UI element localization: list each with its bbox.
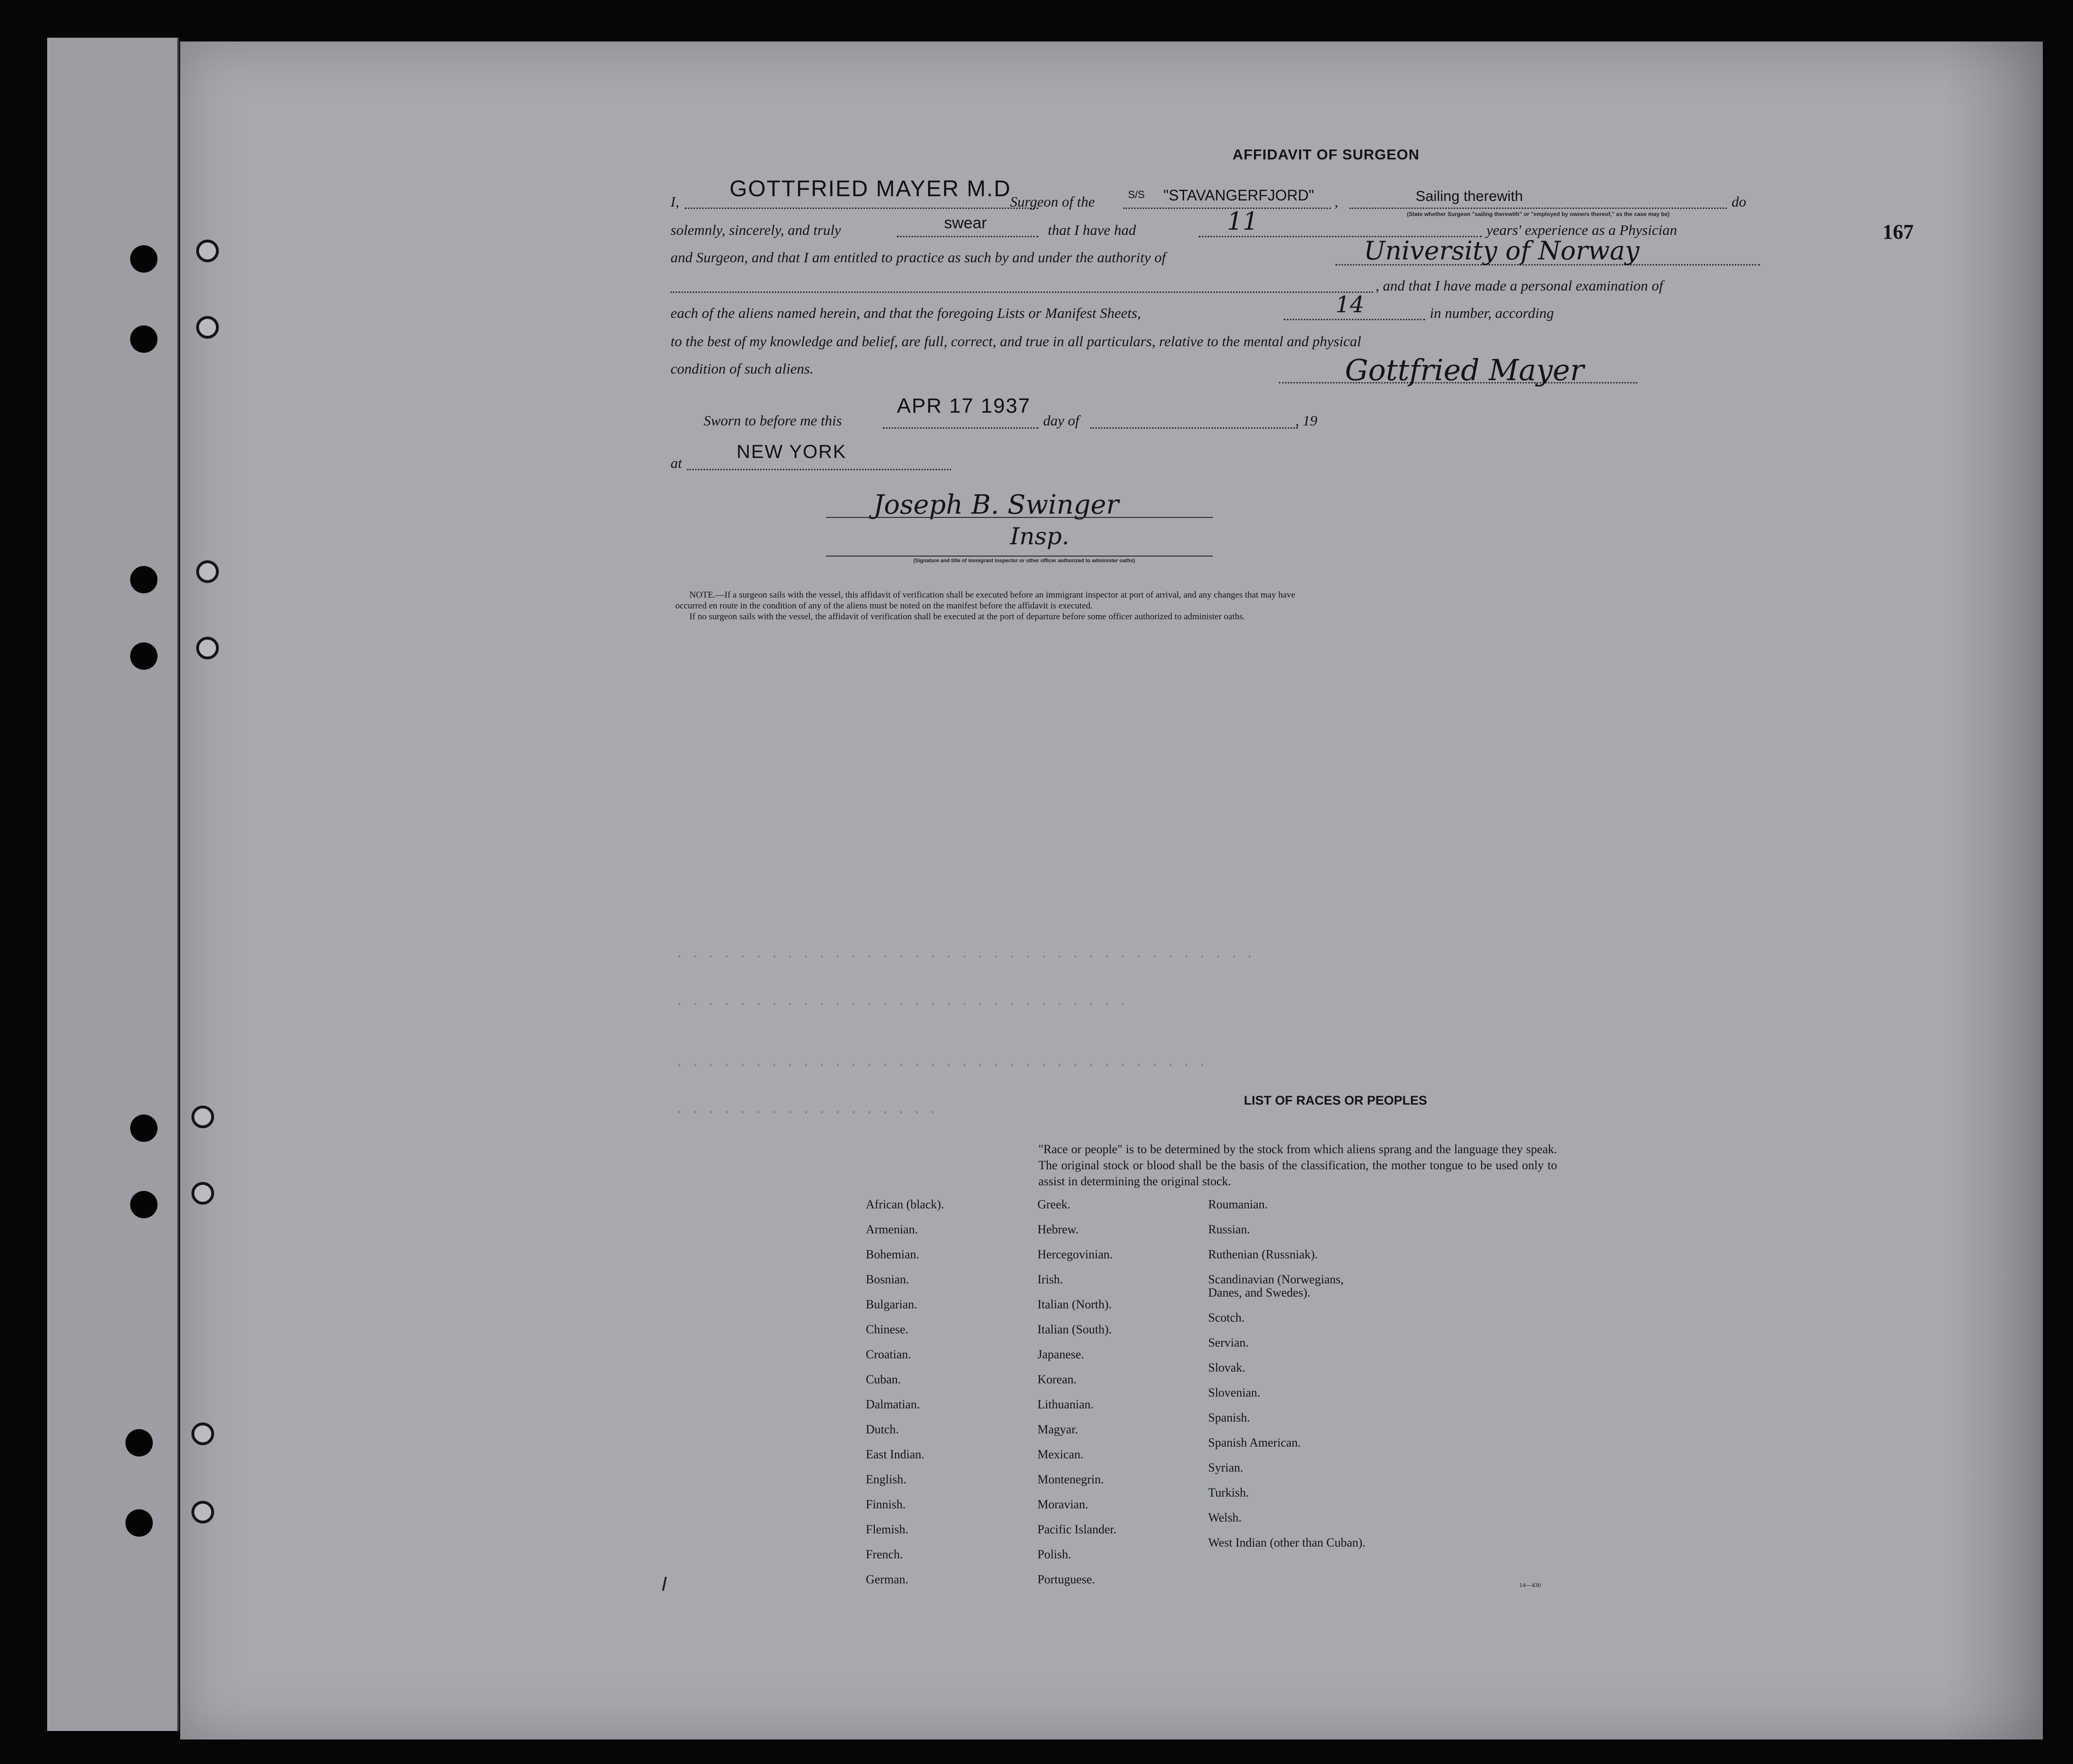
affidavit-text: each of the aliens named herein, and that the foregoing Lists or Manifest Sheets, [671,305,1141,321]
affidavit-text: to the best of my knowledge and belief, are full, correct, and true in all particulars, relative to the mental and physical [671,333,1361,349]
race-item: Syrian. [1208,1461,1244,1474]
page-number: 167 [1882,220,1914,243]
binder-hole [130,1115,158,1142]
race-item: Korean. [1037,1373,1077,1386]
affidavit-text: I, [671,193,680,210]
form-number: 14—430 [1519,1581,1541,1589]
binder-hole [130,566,158,593]
bleed-through-text: . . . . . . . . . . . . . . . . . . . . . . . . . . . . . [675,994,1127,1009]
race-item: Scandinavian (Norwegians, Danes, and Swedes). [1208,1273,1344,1299]
affidavit-text: Sworn to before me this [704,412,842,429]
race-item: Finnish. [866,1498,906,1511]
binder-ring [196,637,219,659]
affidavit-note: occurred en route in the condition of any of the aliens must be noted on the manifest before the affidavit is executed. [675,601,1093,611]
affidavit-title: AFFIDAVIT OF SURGEON [1232,146,1420,163]
vessel-prefix: S/S [1128,189,1145,200]
binder-ring [191,1182,214,1205]
race-item: Mexican. [1037,1448,1084,1461]
binder-hole [130,245,158,273]
sworn-place-line [687,469,951,470]
affidavit-text: and Surgeon, and that I am entitled to practice as such by and under the authority of [671,249,1166,266]
race-item: Chinese. [866,1323,909,1336]
race-item: Welsh. [1208,1511,1242,1524]
binder-hole [125,1509,153,1537]
race-item: Irish. [1037,1273,1063,1286]
binder-ring [196,316,219,339]
race-item: Bosnian. [866,1273,909,1286]
race-item: English. [866,1473,906,1486]
race-item: Ruthenian (Russniak). [1208,1248,1318,1261]
binding-strip [47,38,179,1731]
surgeon-name-line [685,208,1038,209]
race-item: Polish. [1037,1548,1071,1561]
sailing-status-hint: (State whether Surgeon "sailing therewith" or "employed by owners thereof," as the case may be) [1407,211,1670,217]
affidavit-text: , and that I have made a personal examination of [1376,277,1663,294]
vessel-name: "STAVANGERFJORD" [1163,187,1314,204]
race-item: Lithuanian. [1037,1398,1094,1411]
race-item: Greek. [1037,1198,1071,1211]
affidavit-text: years' experience as a Physician [1486,222,1677,238]
sworn-date: APR 17 1937 [897,394,1031,417]
sworn-date-line [883,427,1038,429]
bleed-through-text: . . . . . . . . . . . . . . . . . . . . . . . . . . . . . . . . . . . . . [675,947,1254,962]
years-experience: 11 [1227,208,1259,236]
binder-ring [196,240,219,262]
inspector-signature: Joseph B. Swinger [873,490,1119,520]
binder-hole [130,642,158,670]
races-title: LIST OF RACES OR PEOPLES [1244,1093,1427,1107]
race-item: Spanish American. [1208,1436,1301,1449]
race-item: West Indian (other than Cuban). [1208,1536,1366,1549]
affidavit-text: condition of such aliens. [671,360,814,377]
binder-ring [191,1106,214,1128]
race-item: Scotch. [1208,1311,1245,1324]
binder-ring [191,1423,214,1445]
sailing-status-line [1350,208,1727,209]
race-item: Flemish. [866,1523,909,1536]
race-item: German. [866,1573,909,1586]
race-item: Japanese. [1037,1348,1084,1361]
inspector-title: Insp. [1010,523,1070,550]
race-item: Croatian. [866,1348,912,1361]
binder-ring [191,1501,214,1523]
race-item: Dalmatian. [866,1398,920,1411]
affidavit-text: , [1335,193,1338,210]
race-item: Magyar. [1037,1423,1078,1436]
race-item: Portuguese. [1037,1573,1095,1586]
inspector-title-line [826,556,1213,557]
race-item: Roumanian. [1208,1198,1268,1211]
sworn-month-line [1090,427,1298,429]
affidavit-text: solemnly, sincerely, and truly [671,222,841,238]
race-item: Armenian. [866,1223,918,1236]
oath-word: swear [944,214,987,232]
race-item: Turkish. [1208,1486,1249,1499]
race-item: Hebrew. [1037,1223,1079,1236]
race-item: Bohemian. [866,1248,920,1261]
affidavit-text: day of [1043,412,1079,429]
race-item: Cuban. [866,1373,901,1386]
race-item: East Indian. [866,1448,925,1461]
affidavit-text: in number, according [1430,305,1554,321]
inspector-signature-line [826,517,1213,518]
page-fold-shadow [1944,42,2043,1739]
race-item: French. [866,1548,903,1561]
sailing-status: Sailing therewith [1416,188,1523,204]
race-item: Spanish. [1208,1411,1250,1424]
race-item: Italian (North). [1037,1298,1112,1311]
affidavit-text: that I have had [1048,222,1136,238]
race-item: Montenegrin. [1037,1473,1104,1486]
race-item: Bulgarian. [866,1298,918,1311]
race-item: Hercegovinian. [1037,1248,1113,1261]
affidavit-text: at [671,455,682,471]
affidavit-note: NOTE.—If a surgeon sails with the vessel, this affidavit of verification shall be executed before an immigrant inspector at port of arrival, and any changes that may have [689,590,1295,600]
signature-caption: (Signature and title of immigrant inspector or other officer authorized to administer oaths) [913,558,1135,564]
bleed-through-text: . . . . . . . . . . . . . . . . . [675,1103,937,1117]
affidavit-note: If no surgeon sails with the vessel, the affidavit of verification shall be executed at the port of departure before some officer authorized to administer oaths. [689,612,1245,622]
binder-hole [130,1191,158,1218]
races-intro: "Race or people" is to be determined by the stock from which aliens sprang and the language they speak. The original stock or blood shall be the basis of the classification, the mother tongue to be used only to assist in determining the original stock. [1038,1142,1557,1188]
affidavit-text: Surgeon of the [1010,193,1095,210]
oath-word-line [897,236,1038,237]
race-item: African (black). [866,1198,945,1211]
manifest-page [180,42,2043,1739]
race-item: Dutch. [866,1423,899,1436]
binder-hole [125,1429,153,1456]
binder-hole [130,325,158,353]
race-item: Slovak. [1208,1361,1245,1374]
race-item: Servian. [1208,1336,1249,1349]
surgeon-name: GOTTFRIED MAYER M.D [730,176,1012,201]
race-item: Italian (South). [1037,1323,1112,1336]
surgeon-signature: Gottfried Mayer [1345,353,1584,387]
bleed-through-text: . . . . . . . . . . . . . . . . . . . . . . . . . . . . . . . . . . [675,1056,1206,1070]
affidavit-text: do [1732,193,1746,210]
affidavit-text: , 19 [1295,412,1318,429]
binder-ring [196,560,219,583]
sworn-place: NEW YORK [737,441,847,462]
authority-line-2 [671,291,1373,293]
sheets-line [1284,319,1425,320]
authority: University of Norway [1364,236,1640,266]
stray-mark [662,1577,667,1591]
race-item: Slovenian. [1208,1386,1260,1399]
race-item: Pacific Islander. [1037,1523,1117,1536]
sheets-count: 14 [1335,291,1365,318]
race-item: Moravian. [1037,1498,1088,1511]
race-item: Russian. [1208,1223,1250,1236]
